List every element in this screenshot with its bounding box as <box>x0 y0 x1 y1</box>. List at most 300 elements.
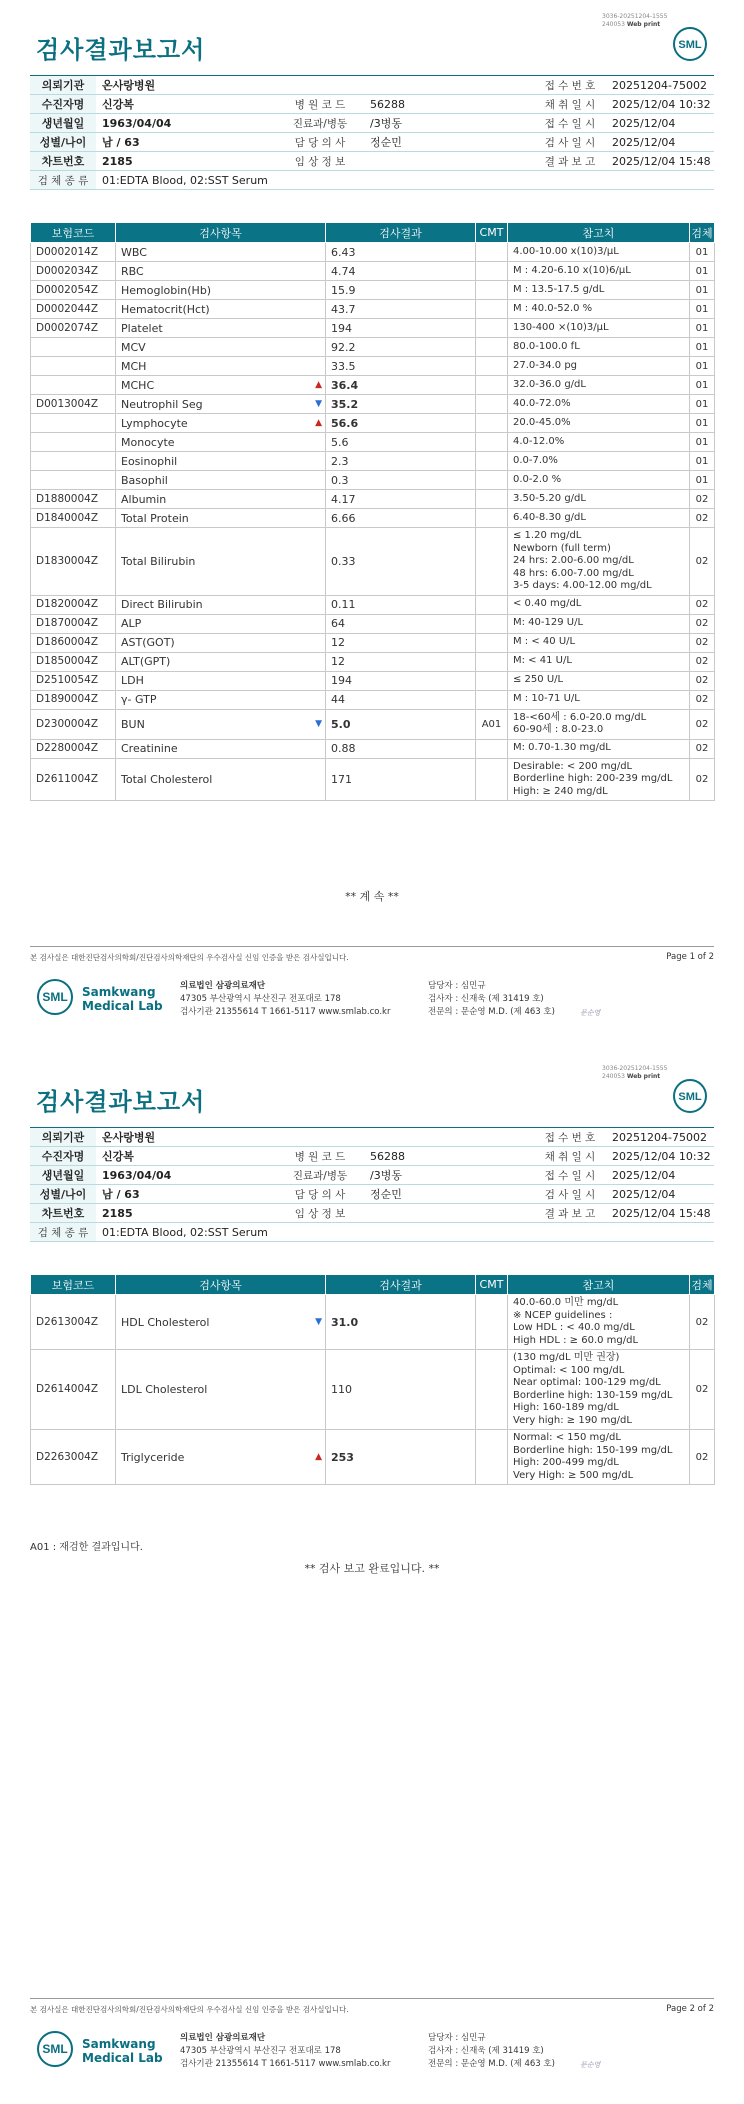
test-result: 4.74 <box>326 262 476 281</box>
certification-text: 본 검사실은 대한진단검사의학회/진단검사의학재단의 우수검사실 신임 인증을 받은 검사실입니다. <box>30 2005 349 2014</box>
cmt-code <box>476 243 508 262</box>
test-item-name: Albumin <box>121 492 167 506</box>
received-value: 2025/12/04 <box>606 114 714 133</box>
specimen-code: 01 <box>690 357 715 376</box>
reference-range <box>508 300 690 319</box>
insurance-code: D0013004Z <box>31 395 116 414</box>
patient-label: 수진자명 <box>30 1147 96 1166</box>
reference-line: 32.0-36.0 g/dL <box>513 378 586 390</box>
test-item <box>116 243 326 262</box>
test-item-name: Direct Bilirubin <box>121 598 203 611</box>
result-row <box>31 490 715 509</box>
collected-label: 채 취 일 시 <box>534 1147 606 1166</box>
staff-manager: 담당자 : 심민규 <box>428 981 486 991</box>
test-item-name: ALP <box>121 617 142 630</box>
header-item: 검사항목 <box>116 223 326 243</box>
insurance-code: D1860004Z <box>31 633 116 652</box>
insurance-code: D1840004Z <box>31 509 116 528</box>
test-item <box>116 490 326 509</box>
test-result: 31.0 <box>326 1295 476 1350</box>
specimen-label: 검 체 종 류 <box>30 1223 96 1242</box>
test-item-name: Neutrophil Seg <box>121 397 203 411</box>
result-row <box>31 709 715 739</box>
test-item-name: MCHC <box>121 378 155 392</box>
insurance-code: D0002054Z <box>31 281 116 300</box>
specimen-value: 01:EDTA Blood, 02:SST Serum <box>96 171 714 190</box>
reference-line: M : < 40 U/L <box>513 636 576 648</box>
reference-range <box>508 281 690 300</box>
test-item-name: Total Cholesterol <box>121 772 213 786</box>
test-item-name: BUN <box>121 717 145 731</box>
test-item-name: RBC <box>121 264 144 278</box>
test-result: 15.9 <box>326 281 476 300</box>
result-row <box>31 376 715 395</box>
reference-range <box>508 595 690 614</box>
reference-range <box>508 433 690 452</box>
reference-line: 6.40-8.30 g/dL <box>513 511 586 523</box>
reference-range <box>508 1295 690 1350</box>
test-result: 194 <box>326 671 476 690</box>
reference-line: Borderline high: 130-159 mg/dL <box>513 1389 673 1401</box>
result-row <box>31 671 715 690</box>
received-label: 접 수 일 시 <box>534 114 606 133</box>
cmt-code <box>476 376 508 395</box>
report-title: 검사결과보고서 <box>36 36 206 64</box>
specimen-code: 02 <box>690 739 715 758</box>
clinical-value <box>364 1204 534 1223</box>
reference-line: ≤ 250 U/L <box>513 674 564 686</box>
reference-line: M : 13.5-17.5 g/dL <box>513 283 605 295</box>
reference-line: 60-90세 : 8.0-23.0 <box>513 724 604 735</box>
test-item-name: HDL Cholesterol <box>121 1315 210 1329</box>
test-item-name: MCH <box>121 359 147 373</box>
insurance-code: D0002074Z <box>31 319 116 338</box>
institution-value: 온사랑병원 <box>96 76 276 95</box>
signature: 문순영 <box>580 2061 601 2069</box>
reference-range <box>508 319 690 338</box>
header-code: 보험코드 <box>31 1275 116 1295</box>
tested-label: 검 사 일 시 <box>534 1185 606 1204</box>
test-item <box>116 709 326 739</box>
contact: 검사기관 21355614 T 1661-5117 www.smlab.co.kr <box>180 1007 391 1017</box>
specimen-code: 01 <box>690 433 715 452</box>
cmt-code <box>476 433 508 452</box>
test-item <box>116 357 326 376</box>
dept-label: 진료과/병동 <box>276 114 364 133</box>
specimen-code: 02 <box>690 758 715 801</box>
insurance-code: D2614004Z <box>31 1350 116 1430</box>
footer-divider <box>30 1998 714 1999</box>
high-flag-icon: ▲ <box>315 1452 322 1462</box>
receipt-no-label: 접 수 번 호 <box>534 76 606 95</box>
chart-value: 2185 <box>96 152 276 171</box>
page-number: Page 1 of 2 <box>666 952 714 962</box>
reference-line: Newborn (full term) <box>513 542 611 554</box>
test-result: 194 <box>326 319 476 338</box>
test-result: 33.5 <box>326 357 476 376</box>
test-item <box>116 652 326 671</box>
specimen-code: 02 <box>690 690 715 709</box>
result-row <box>31 595 715 614</box>
low-flag-icon: ▼ <box>315 399 322 409</box>
print-code <box>602 1065 667 1081</box>
test-item <box>116 452 326 471</box>
result-row <box>31 633 715 652</box>
reference-range <box>508 338 690 357</box>
reference-line: Very high: ≥ 190 mg/dL <box>513 1414 632 1426</box>
result-row <box>31 262 715 281</box>
test-item-name: WBC <box>121 245 147 259</box>
test-item-name: Total Bilirubin <box>121 554 196 568</box>
reference-line: M: 0.70-1.30 mg/dL <box>513 742 611 754</box>
specimen-code: 02 <box>690 709 715 739</box>
result-row <box>31 281 715 300</box>
address: 47305 부산광역시 부산진구 전포대로 178 <box>180 994 341 1004</box>
collected-value: 2025/12/04 10:32 <box>606 95 714 114</box>
specimen-label: 검 체 종 류 <box>30 171 96 190</box>
test-item <box>116 281 326 300</box>
test-item <box>116 471 326 490</box>
institution-label: 의뢰기관 <box>30 1128 96 1147</box>
reference-line: 3.50-5.20 g/dL <box>513 492 586 504</box>
hospital-code-value: 56288 <box>364 95 534 114</box>
patient-value: 신강복 <box>96 1147 276 1166</box>
birth-label: 생년월일 <box>30 114 96 133</box>
sex-age-label: 성별/나이 <box>30 133 96 152</box>
result-row <box>31 739 715 758</box>
result-row <box>31 1430 715 1485</box>
test-item <box>116 739 326 758</box>
reference-line: Borderline high: 150-199 mg/dL <box>513 1444 673 1456</box>
address: 47305 부산광역시 부산진구 전포대로 178 <box>180 2046 341 2056</box>
test-result: 2.3 <box>326 452 476 471</box>
insurance-code: D2300004Z <box>31 709 116 739</box>
reference-line: < 0.40 mg/dL <box>513 598 582 610</box>
reference-range <box>508 509 690 528</box>
reference-line: Near optimal: 100-129 mg/dL <box>513 1377 661 1388</box>
header-specimen: 검체 <box>690 223 715 243</box>
staff-tester: 검사자 : 신재욱 (제 31419 호) <box>428 994 544 1004</box>
reference-range <box>508 395 690 414</box>
received-label: 접 수 일 시 <box>534 1166 606 1185</box>
test-result: 4.17 <box>326 490 476 509</box>
result-row <box>31 528 715 596</box>
high-flag-icon: ▲ <box>315 380 322 390</box>
specimen-code: 01 <box>690 338 715 357</box>
reference-line: Optimal: < 100 mg/dL <box>513 1364 625 1376</box>
print-code-line2: 240053 <box>602 1073 625 1080</box>
reference-range <box>508 614 690 633</box>
reference-line: M : 40.0-52.0 % <box>513 302 593 314</box>
reference-range <box>508 1350 690 1430</box>
clinical-label: 임 상 정 보 <box>276 1204 364 1223</box>
institution-value: 온사랑병원 <box>96 1128 276 1147</box>
clinical-label: 임 상 정 보 <box>276 152 364 171</box>
lab-address <box>180 2032 390 2071</box>
samkwang-logo-icon <box>36 978 74 1016</box>
specimen-code: 02 <box>690 652 715 671</box>
cmt-code <box>476 671 508 690</box>
print-code-line1: 3036-20251204-1555 <box>602 13 668 20</box>
specimen-code: 01 <box>690 376 715 395</box>
specimen-code: 01 <box>690 395 715 414</box>
test-item-name: AST(GOT) <box>121 636 175 649</box>
receipt-no-label: 접 수 번 호 <box>534 1128 606 1147</box>
test-item <box>116 758 326 801</box>
lab-name-line2: Medical Lab <box>82 999 163 1013</box>
insurance-code: D2263004Z <box>31 1430 116 1485</box>
test-item <box>116 376 326 395</box>
insurance-code <box>31 414 116 433</box>
test-item-name: Eosinophil <box>121 454 178 468</box>
reference-line: Very High: ≥ 500 mg/dL <box>513 1469 634 1481</box>
hospital-code-value: 56288 <box>364 1147 534 1166</box>
insurance-code <box>31 357 116 376</box>
test-item-name: Monocyte <box>121 435 175 449</box>
result-row <box>31 243 715 262</box>
reference-line: 40.0-72.0% <box>513 397 571 409</box>
contact: 검사기관 21355614 T 1661-5117 www.smlab.co.kr <box>180 2059 391 2069</box>
test-item <box>116 395 326 414</box>
cmt-code <box>476 262 508 281</box>
report-title: 검사결과보고서 <box>36 1088 206 1116</box>
header-reference: 참고치 <box>508 1275 690 1295</box>
insurance-code: D2611004Z <box>31 758 116 801</box>
reference-line: 18-<60세 : 6.0-20.0 mg/dL <box>513 711 647 723</box>
specimen-code: 01 <box>690 414 715 433</box>
header-item: 검사항목 <box>116 1275 326 1295</box>
cmt-code <box>476 595 508 614</box>
cmt-code <box>476 739 508 758</box>
tested-label: 검 사 일 시 <box>534 133 606 152</box>
cmt-code <box>476 1430 508 1485</box>
cmt-code <box>476 690 508 709</box>
reference-range <box>508 690 690 709</box>
reference-line: M: < 41 U/L <box>513 655 572 667</box>
reference-line: ※ NCEP guidelines : <box>513 1309 613 1321</box>
test-item-name: Creatinine <box>121 742 178 755</box>
birth-label: 생년월일 <box>30 1166 96 1185</box>
cmt-code <box>476 319 508 338</box>
lab-staff <box>428 2032 555 2071</box>
lab-name <box>82 985 163 1013</box>
specimen-code: 02 <box>690 671 715 690</box>
reference-range <box>508 414 690 433</box>
lab-address <box>180 980 390 1019</box>
insurance-code: D1880004Z <box>31 490 116 509</box>
test-result: 35.2 <box>326 395 476 414</box>
doctor-label: 담 당 의 사 <box>276 133 364 152</box>
page-number: Page 2 of 2 <box>666 2004 714 2014</box>
insurance-code <box>31 433 116 452</box>
reference-range <box>508 671 690 690</box>
patient-label: 수진자명 <box>30 95 96 114</box>
staff-specialist: 전문의 : 문순영 M.D. (제 463 호) <box>428 2059 555 2069</box>
cmt-code <box>476 1350 508 1430</box>
result-row <box>31 509 715 528</box>
reference-line: 27.0-34.0 pg <box>513 359 578 371</box>
test-result: 36.4 <box>326 376 476 395</box>
result-row <box>31 1350 715 1430</box>
certification-text: 본 검사실은 대한진단검사의학회/진단검사의학재단의 우수검사실 신임 인증을 받은 검사실입니다. <box>30 953 349 962</box>
dept-label: 진료과/병동 <box>276 1166 364 1185</box>
reference-range <box>508 709 690 739</box>
result-row <box>31 319 715 338</box>
specimen-code: 02 <box>690 614 715 633</box>
cmt-note: A01 : 재검한 결과입니다. <box>30 1542 143 1553</box>
lab-name-line1: Samkwang <box>82 2037 156 2051</box>
staff-manager: 담당자 : 심민규 <box>428 2033 486 2043</box>
cmt-code <box>476 395 508 414</box>
insurance-code: D1830004Z <box>31 528 116 596</box>
test-item-name: Hemoglobin(Hb) <box>121 283 212 297</box>
result-row <box>31 357 715 376</box>
test-result: 12 <box>326 633 476 652</box>
test-item-name: Basophil <box>121 473 168 487</box>
cmt-code <box>476 652 508 671</box>
low-flag-icon: ▼ <box>315 719 322 729</box>
sml-logo-text: SML <box>678 39 702 51</box>
samkwang-logo-icon <box>36 2030 74 2068</box>
results-table <box>30 1274 715 1485</box>
reported-label: 결 과 보 고 <box>534 1204 606 1223</box>
result-row <box>31 338 715 357</box>
test-item <box>116 319 326 338</box>
header-cmt: CMT <box>476 1275 508 1295</box>
reported-value: 2025/12/04 15:48 <box>606 152 714 171</box>
tested-value: 2025/12/04 <box>606 1185 714 1204</box>
reference-line: Low HDL : < 40.0 mg/dL <box>513 1322 635 1333</box>
test-item-name: Hematocrit(Hct) <box>121 302 210 316</box>
cmt-code: A01 <box>476 709 508 739</box>
cmt-code <box>476 338 508 357</box>
header-specimen: 검체 <box>690 1275 715 1295</box>
test-item <box>116 595 326 614</box>
reference-line: M: 40-129 U/L <box>513 617 584 629</box>
reference-line: M : 10-71 U/L <box>513 693 580 705</box>
print-code <box>602 13 667 29</box>
print-code-line1: 3036-20251204-1555 <box>602 1065 668 1072</box>
cmt-code <box>476 300 508 319</box>
reference-range <box>508 471 690 490</box>
lab-name-line1: Samkwang <box>82 985 156 999</box>
test-result: 0.88 <box>326 739 476 758</box>
patient-value: 신강복 <box>96 95 276 114</box>
result-row <box>31 300 715 319</box>
cmt-code <box>476 509 508 528</box>
reference-range <box>508 452 690 471</box>
dept-value: /3병동 <box>364 1166 534 1185</box>
reference-range <box>508 490 690 509</box>
header-result: 검사결과 <box>326 223 476 243</box>
specimen-code: 02 <box>690 528 715 596</box>
specimen-code: 01 <box>690 300 715 319</box>
specimen-code: 01 <box>690 471 715 490</box>
result-row <box>31 758 715 801</box>
test-item <box>116 1350 326 1430</box>
reference-line: 4.00-10.00 x(10)3/μL <box>513 245 619 257</box>
specimen-code: 01 <box>690 452 715 471</box>
test-item <box>116 509 326 528</box>
test-result: 92.2 <box>326 338 476 357</box>
insurance-code: D0002014Z <box>31 243 116 262</box>
specimen-code: 02 <box>690 1350 715 1430</box>
received-value: 2025/12/04 <box>606 1166 714 1185</box>
collected-value: 2025/12/04 10:32 <box>606 1147 714 1166</box>
result-row <box>31 433 715 452</box>
cmt-code <box>476 1295 508 1350</box>
specimen-code: 02 <box>690 490 715 509</box>
reference-range <box>508 262 690 281</box>
result-row <box>31 395 715 414</box>
test-result: 6.66 <box>326 509 476 528</box>
doctor-label: 담 당 의 사 <box>276 1185 364 1204</box>
test-item-name: Triglyceride <box>121 1450 185 1464</box>
insurance-code: D1870004Z <box>31 614 116 633</box>
test-result: 43.7 <box>326 300 476 319</box>
specimen-code: 02 <box>690 509 715 528</box>
reference-range <box>508 758 690 801</box>
test-result: 5.6 <box>326 433 476 452</box>
test-item <box>116 1430 326 1485</box>
test-item <box>116 614 326 633</box>
sex-age-value: 남 / 63 <box>96 1185 276 1204</box>
reference-range <box>508 633 690 652</box>
staff-specialist: 전문의 : 문순영 M.D. (제 463 호) <box>428 1007 555 1017</box>
result-row <box>31 1295 715 1350</box>
footer-divider <box>30 946 714 947</box>
receipt-no-value: 20251204-75002 <box>606 1128 714 1147</box>
reference-line: 40.0-60.0 미만 mg/dL <box>513 1297 619 1308</box>
hospital-code-label: 병 원 코 드 <box>276 1147 364 1166</box>
chart-label: 차트번호 <box>30 1204 96 1223</box>
test-item <box>116 690 326 709</box>
birth-value: 1963/04/04 <box>96 1166 276 1185</box>
test-item-name: Platelet <box>121 321 163 335</box>
tested-value: 2025/12/04 <box>606 133 714 152</box>
reference-line: 130-400 ×(10)3/μL <box>513 321 609 333</box>
reference-range <box>508 1430 690 1485</box>
test-item <box>116 671 326 690</box>
test-result: 12 <box>326 652 476 671</box>
reference-line: 0.0-7.0% <box>513 454 558 466</box>
specimen-code: 01 <box>690 243 715 262</box>
header-reference: 참고치 <box>508 223 690 243</box>
test-item <box>116 338 326 357</box>
specimen-code: 02 <box>690 1295 715 1350</box>
reference-range <box>508 652 690 671</box>
insurance-code: D1820004Z <box>31 595 116 614</box>
test-item-name: LDL Cholesterol <box>121 1383 208 1396</box>
lab-name <box>82 2037 163 2065</box>
test-result: 171 <box>326 758 476 801</box>
reference-line: Desirable: < 200 mg/dL <box>513 760 633 772</box>
dept-value: /3병동 <box>364 114 534 133</box>
sml-logo-text: SML <box>678 1091 702 1103</box>
cmt-code <box>476 758 508 801</box>
result-row <box>31 471 715 490</box>
specimen-value: 01:EDTA Blood, 02:SST Serum <box>96 1223 714 1242</box>
reference-line: 48 hrs: 6.00-7.00 mg/dL <box>513 567 634 579</box>
continued-text: ** 계 속 ** <box>345 890 399 903</box>
print-code-line2: 240053 <box>602 21 625 28</box>
low-flag-icon: ▼ <box>315 1317 322 1327</box>
signature: 문순영 <box>580 1009 601 1017</box>
specimen-code: 01 <box>690 281 715 300</box>
reference-line: High: 200-499 mg/dL <box>513 1457 619 1468</box>
org-name: 의료법인 삼광의료재단 <box>180 2033 266 2043</box>
doctor-value: 정순민 <box>364 133 534 152</box>
